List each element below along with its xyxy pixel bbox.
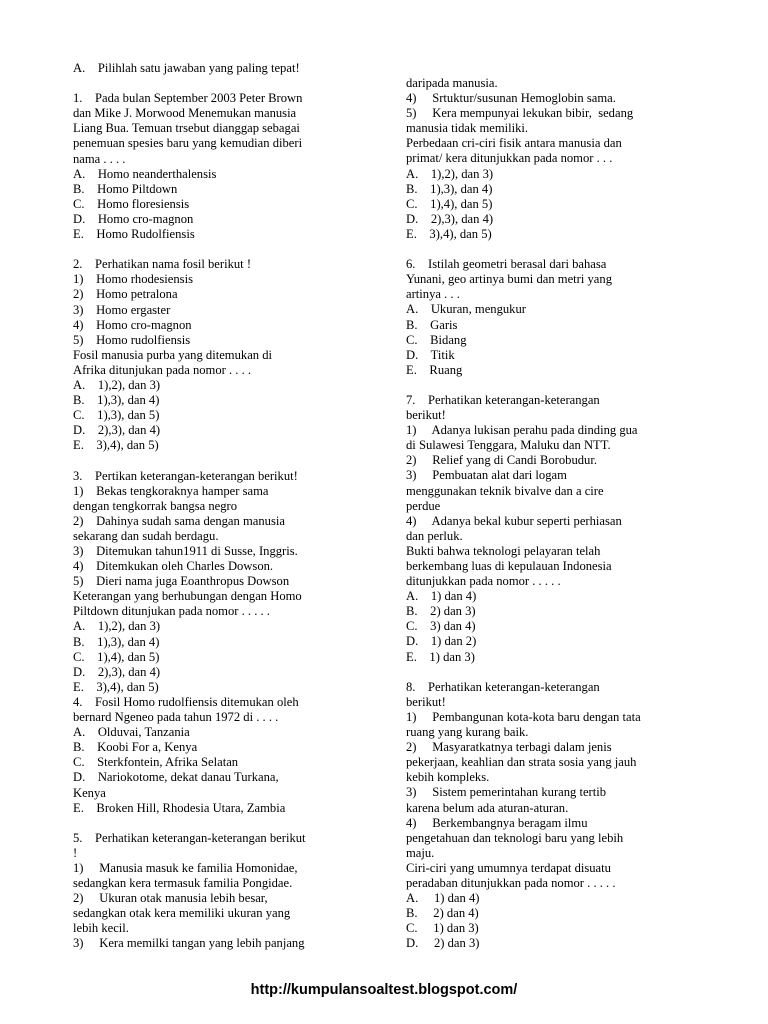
text-line: 4) Srtuktur/susunan Hemoglobin sama. (406, 91, 616, 106)
text-line: C. Homo floresiensis (73, 196, 190, 211)
text-line: 5) Homo rudolfiensis (73, 332, 191, 347)
text-line: 3) Ditemukan tahun1911 di Susse, Inggris. (73, 544, 298, 558)
text-line: dan Mike J. Morwood Menemukan manusia (73, 106, 297, 121)
text-line: sedangkan otak kera memiliki ukuran yang (73, 906, 291, 921)
text-line: Bukti bahwa teknologi pelayaran telah (406, 543, 601, 558)
text-line: artinya . . . (406, 287, 460, 302)
text-line: B. Homo Piltdown (73, 181, 178, 196)
text-line: 1) Adanya lukisan perahu pada dinding gua (406, 423, 638, 438)
text-line: 1) Pembangunan kota-kota baru dengan tata (406, 709, 641, 724)
text-line: 3) Homo ergaster (73, 302, 171, 317)
text-line: daripada manusia. (406, 76, 498, 90)
text-line: Perbedaan cri-ciri fisik antara manusia dan (406, 136, 622, 151)
text-line (73, 242, 363, 257)
text-line (73, 816, 363, 831)
text-line: E. 3),4), dan 5) (73, 679, 159, 694)
text-line: 6. Istilah geometri berasal dari bahasa (406, 257, 607, 272)
text-line: 1) Homo rhodesiensis (73, 272, 193, 287)
text-line: dan perluk. (406, 528, 463, 543)
text-line: 7. Perhatikan keterangan-keterangan (406, 392, 600, 407)
text-line: C. 1),4), dan 5) (406, 196, 493, 211)
text-line: berikut! (406, 408, 446, 423)
text-line: 1) Bekas tengkoraknya hamper sama (73, 483, 269, 498)
text-line: C. 3) dan 4) (406, 619, 476, 634)
text-line: E. Homo Rudolfiensis (73, 227, 195, 242)
text-line: berikut! (406, 694, 446, 709)
text-line: penemuan spesies baru yang kemudian diberi (73, 136, 303, 151)
text-line: C. Bidang (406, 332, 467, 347)
text-line: 5. Perhatikan keterangan-keterangan berikut (73, 830, 306, 845)
text-line: D. Nariokotome, dekat danau Turkana, (73, 770, 279, 785)
text-line: D. 2),3), dan 4) (73, 423, 161, 438)
text-line: 4. Fosil Homo rudolfiensis ditemukan oleh (73, 694, 299, 709)
text-line: 1) Manusia masuk ke familia Homonidae, (73, 860, 298, 875)
text-line (73, 76, 363, 91)
text-line: D. 2) dan 3) (406, 936, 480, 951)
text-line: C. 1),4), dan 5) (73, 649, 160, 664)
text-line: 4) Adanya bekal kubur seperti perhiasan (406, 513, 622, 528)
text-line: karena belum ada aturan-aturan. (406, 800, 569, 815)
text-line: A. 1) dan 4) (406, 891, 480, 906)
text-line: E. 3),4), dan 5) (73, 438, 159, 453)
text-line: 1. Pada bulan September 2003 Peter Brown (73, 91, 303, 106)
text-line: A. Olduvai, Tanzania (73, 725, 190, 740)
right-column (406, 76, 721, 951)
text-line: manusia tidak memiliki. (406, 121, 529, 136)
text-line: 2) Masyaratkatnya terbagi dalam jenis (406, 740, 612, 755)
text-line (406, 242, 721, 257)
text-line: A. 1),2), dan 3) (406, 166, 494, 181)
text-line: A. Homo neanderthalensis (73, 166, 217, 181)
text-line: Keterangan yang berhubungan dengan Homo (73, 589, 302, 604)
text-line: ruang yang kurang baik. (406, 725, 529, 740)
text-line: A. 1) dan 4) (406, 589, 477, 604)
text-line: Piltdown ditunjukan pada nomor . . . . . (73, 604, 270, 619)
text-line: B. 1),3), dan 4) (73, 634, 160, 649)
text-line: pengetahuan dan teknologi baru yang lebih (406, 830, 624, 845)
text-line: C. 1) dan 3) (406, 921, 479, 936)
text-line: Yunani, geo artinya bumi dan metri yang (406, 272, 612, 287)
text-line: sedangkan kera termasuk familia Pongidae. (73, 876, 293, 891)
text-line: primat/ kera ditunjukkan pada nomor . . . (406, 151, 613, 166)
text-line: 3) Pembuatan alat dari logam (406, 468, 567, 483)
text-line: D. Homo cro-magnon (73, 211, 194, 226)
text-line: 4) Berkembangnya beragam ilmu (406, 815, 588, 830)
text-line: B. Garis (406, 317, 458, 332)
text-line: B. 1),3), dan 4) (406, 181, 493, 196)
text-line: Liang Bua. Temuan trsebut dianggap sebagai (73, 121, 300, 136)
text-line (406, 378, 721, 393)
text-line: sekarang dan sudah berdagu. (73, 528, 219, 543)
text-line: berkembang luas di kepulauan Indonesia (406, 559, 612, 573)
text-line: 5) Dieri nama juga Eoanthropus Dowson (73, 574, 290, 589)
text-line: 2) Homo petralona (73, 287, 178, 302)
text-line: A. Ukuran, mengukur (406, 302, 526, 317)
text-line: B. 1),3), dan 4) (73, 393, 160, 408)
text-line: 3) Sistem pemerintahan kurang tertib (406, 785, 607, 800)
text-line: pekerjaan, keahlian dan strata sosia yang jauh (406, 755, 637, 770)
text-line: bernard Ngeneo pada tahun 1972 di . . . . (73, 710, 279, 725)
text-line: B. Koobi For a, Kenya (73, 740, 198, 755)
text-line: C. Sterkfontein, Afrika Selatan (73, 755, 239, 770)
text-line: dengan tengkorrak bangsa negro (73, 498, 238, 513)
text-line: lebih kecil. (73, 921, 129, 936)
text-line: 5) Kera mempunyai lekukan bibir, sedang (406, 106, 634, 121)
text-line: perdue (406, 498, 441, 513)
text-line: 2) Ukuran otak manusia lebih besar, (73, 891, 268, 906)
text-line: E. Broken Hill, Rhodesia Utara, Zambia (73, 800, 286, 815)
text-line: 2) Relief yang di Candi Borobudur. (406, 453, 597, 468)
text-line: 2. Perhatikan nama fosil berikut ! (73, 257, 252, 272)
footer-url-link[interactable]: http://kumpulansoaltest.blogspot.com/ (250, 982, 518, 998)
text-line: menggunakan teknik bivalve dan a cire (406, 483, 604, 498)
text-line: E. Ruang (406, 362, 463, 377)
text-line (406, 665, 721, 680)
text-line: A. 1),2), dan 3) (73, 377, 161, 392)
text-line: E. 3),4), dan 5) (406, 226, 492, 241)
text-line: kebih kompleks. (406, 770, 490, 785)
text-line: ! (73, 845, 78, 860)
text-line: Afrika ditunjukan pada nomor . . . . (73, 362, 252, 377)
text-line: B. 2) dan 4) (406, 906, 479, 921)
text-line: D. 1) dan 2) (406, 634, 477, 649)
text-line: di Sulawesi Tenggara, Maluku dan NTT. (406, 438, 611, 453)
text-line: B. 2) dan 3) (406, 604, 476, 619)
text-line: peradaban ditunjukkan pada nomor . . . . . (406, 875, 616, 890)
text-line: C. 1),3), dan 5) (73, 408, 160, 423)
text-line: Ciri-ciri yang umumnya terdapat disuatu (406, 860, 611, 875)
text-line: 8. Perhatikan keterangan-keterangan (406, 679, 600, 694)
text-line: Kenya (73, 785, 106, 800)
text-line (73, 453, 363, 468)
text-line: ditunjukkan pada nomor . . . . . (406, 574, 561, 589)
text-line: Fosil manusia purba yang ditemukan di (73, 347, 273, 362)
text-line: A. 1),2), dan 3) (73, 619, 161, 634)
text-line: nama . . . . (73, 151, 126, 166)
text-line: 3. Pertikan keterangan-keterangan berikut! (73, 468, 298, 483)
text-line: 3) Kera memilki tangan yang lebih panjang (73, 936, 305, 951)
text-line: A. Pilihlah satu jawaban yang paling tepat! (73, 61, 300, 75)
left-column (73, 61, 363, 952)
text-line: 4) Homo cro-magnon (73, 317, 192, 332)
text-line: D. 2),3), dan 4) (406, 211, 494, 226)
text-line: maju. (406, 845, 435, 860)
text-line: D. 2),3), dan 4) (73, 664, 161, 679)
text-line: E. 1) dan 3) (406, 649, 475, 664)
text-line: D. Titik (406, 347, 455, 362)
text-line: 4) Ditemkukan oleh Charles Dowson. (73, 559, 274, 574)
text-line: 2) Dahinya sudah sama dengan manusia (73, 513, 285, 528)
